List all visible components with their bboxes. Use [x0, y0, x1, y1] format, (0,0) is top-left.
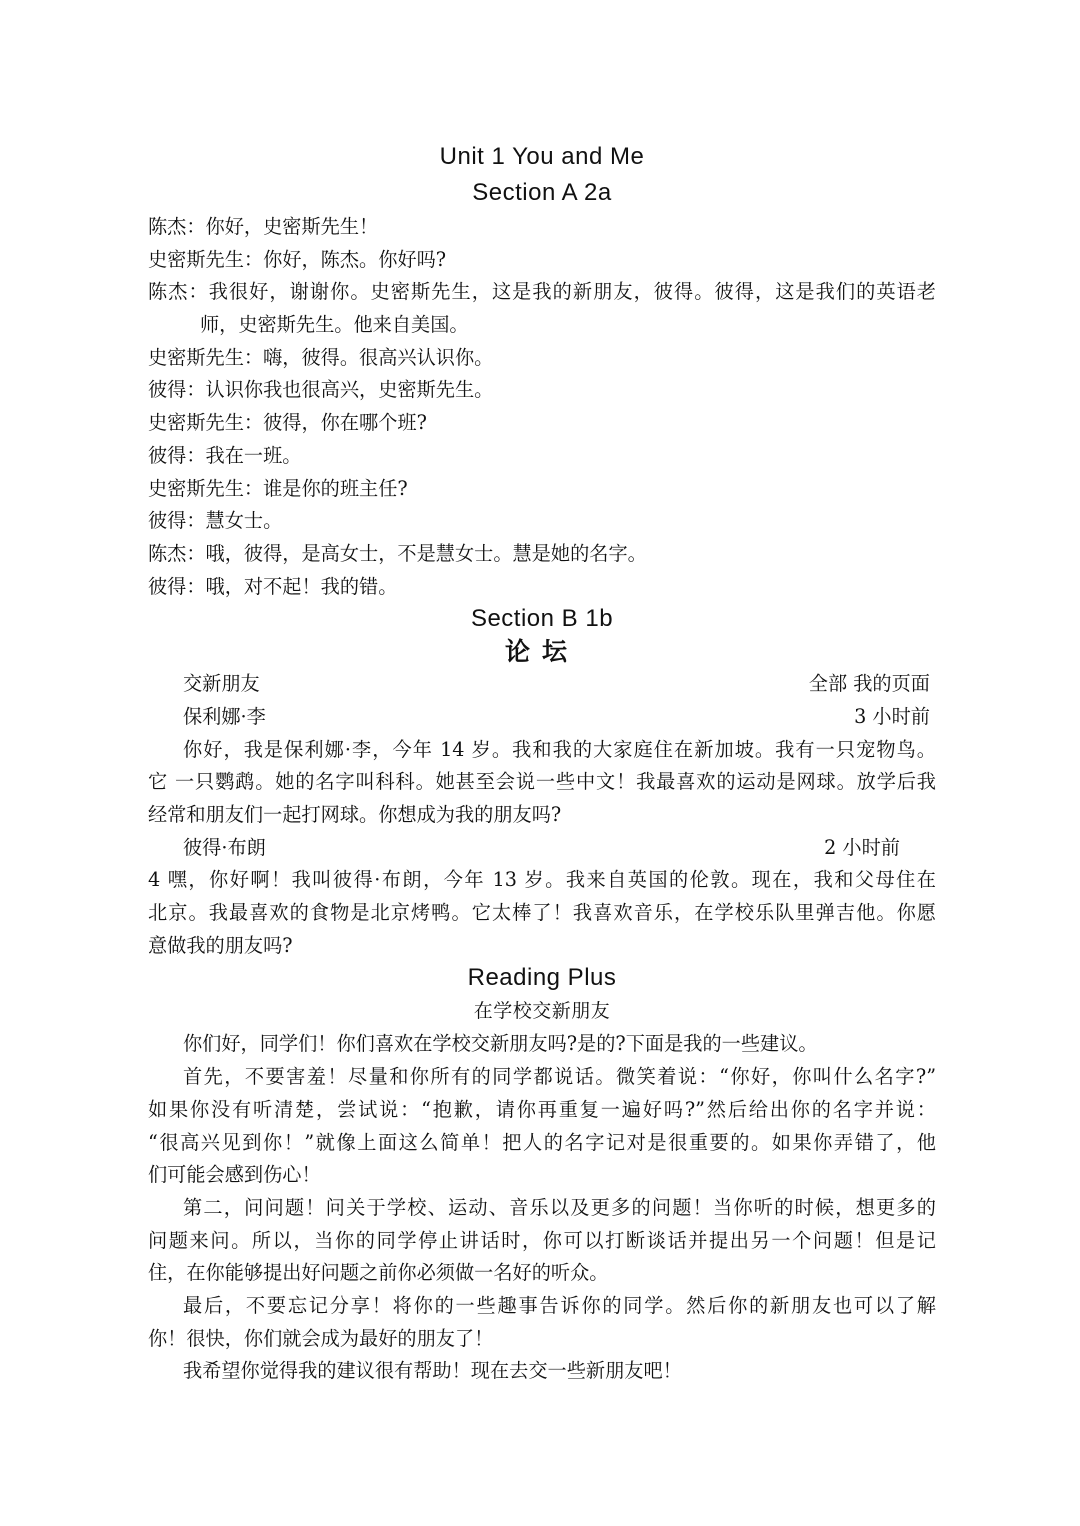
dialogue-line [148, 342, 936, 375]
text-line: 北京。我最喜欢的食物是北京烤鸭。它太棒了！我喜欢音乐，在学校乐队里弹吉他。你愿 [148, 901, 936, 925]
post-body [148, 864, 936, 962]
text-line: 你！很快，你们就会成为最好的朋友了！ [148, 1326, 494, 1350]
text-line: 史密斯先生：谁是你的班主任? [148, 476, 408, 500]
text-line: 住，在你能够提出好问题之前你必须做一名好的听众。 [148, 1261, 609, 1285]
text-line: 彼得：认识你我也很高兴，史密斯先生。 [148, 378, 494, 402]
text-line: 陈杰：你好，史密斯先生！ [148, 215, 379, 238]
dialogue [148, 211, 936, 603]
post-author: 保利娜·李 [183, 704, 266, 728]
dialogue-line [148, 571, 936, 604]
reading-subtitle: 在学校交新朋友 [473, 1000, 611, 1023]
text-line: 经常和朋友们一起打网球。你想成为我的朋友吗? [148, 803, 562, 826]
dialogue-line [148, 211, 936, 244]
reading-passage [148, 1028, 936, 1388]
paragraph [148, 1355, 936, 1388]
text-line: 我希望你觉得我的建议很有帮助！现在去交一些新朋友吧！ [183, 1359, 682, 1383]
dialogue-line [148, 505, 936, 538]
text-line: 如果你没有听清楚，尝试说：“抱歉，请你再重复一遍好吗?”然后给出你的名字并说： [148, 1097, 936, 1121]
paragraph [148, 1061, 936, 1192]
dialogue-line [148, 407, 936, 440]
board-name: 交新朋友 [183, 672, 260, 696]
paragraph [148, 1192, 936, 1290]
post-header [148, 832, 936, 865]
text-line: 陈杰：哦，彼得，是高女士，不是慧女士。慧是她的名字。 [148, 541, 647, 565]
post-body [148, 734, 936, 832]
unit-title: Unit 1 You and Me [439, 143, 645, 170]
forum-title: 论坛 [504, 637, 579, 667]
text-line: 最后，不要忘记分享！将你的一些趣事告诉你的同学。然后你的新朋友也可以了解 [183, 1293, 936, 1317]
text-line: 你们好，同学们！你们喜欢在学校交新朋友吗?是的?下面是我的一些建议。 [183, 1032, 818, 1056]
dialogue-line [148, 473, 936, 506]
forum-header [148, 668, 936, 701]
post-time: 3 小时前 [854, 704, 930, 728]
text-line: 首先，不要害羞！尽量和你所有的同学都说话。微笑着说：“你好，你叫什么名字?” [183, 1065, 936, 1089]
forum-post [148, 701, 936, 832]
section-a-heading: Section A 2a [472, 179, 612, 206]
section-b-heading: Section B 1b [470, 605, 614, 633]
text-line: 史密斯先生：你好，陈杰。你好吗? [148, 247, 447, 271]
dialogue-line [148, 538, 936, 571]
text-line: 第二，问问题！问关于学校、运动、音乐以及更多的问题！当你听的时候，想更多的 [183, 1195, 936, 1219]
board-links: 全部 我的页面 [808, 672, 930, 696]
paragraph [148, 1028, 936, 1061]
reading-heading: Reading Plus [467, 964, 617, 992]
text-line: 意做我的朋友吗? [148, 933, 293, 957]
text-line: 你好，我是保利娜·李，今年 14 岁。我和我的大家庭住在新加坡。我有一只宠物鸟。 [183, 737, 936, 761]
post-header [148, 701, 936, 734]
forum-posts [148, 701, 936, 963]
text-line: 它 一只鹦鹉。她的名字叫科科。她甚至会说一些中文！我最喜欢的运动是网球。放学后我 [148, 770, 936, 794]
text-line: 彼得：哦，对不起！我的错。 [148, 574, 398, 598]
text-line: 史密斯先生：嗨，彼得。很高兴认识你。 [148, 345, 494, 369]
text-line: 彼得：我在一班。 [148, 443, 302, 467]
text-line: 史密斯先生：彼得，你在哪个班? [148, 411, 427, 435]
text-line: 4 嘿，你好啊！我叫彼得·布朗，今年 13 岁。我来自英国的伦敦。现在，我和父母住在 [148, 868, 936, 892]
post-time: 2 小时前 [824, 835, 900, 859]
text-line: “很高兴见到你！”就像上面这么简单！把人的名字记对是很重要的。如果你弄错了，他 [148, 1130, 936, 1154]
text-line: 陈杰：我很好，谢谢你。史密斯先生，这是我的新朋友，彼得。彼得，这是我们的英语老 [148, 280, 936, 304]
dialogue-line [148, 440, 936, 473]
text-line: 彼得：慧女士。 [148, 509, 283, 533]
dialogue-line [148, 374, 936, 407]
dialogue-line [148, 276, 936, 341]
document-page [148, 139, 936, 1388]
text-line: 们可能会感到伤心！ [148, 1163, 321, 1187]
dialogue-line [148, 244, 936, 277]
text-line: 问题来问。所以，当你的同学停止讲话时，你可以打断谈话并提出另一个问题！但是记 [148, 1228, 936, 1252]
text-line: 师，史密斯先生。他来自美国。 [200, 313, 469, 337]
forum-post [148, 832, 936, 963]
paragraph [148, 1290, 936, 1355]
post-author: 彼得·布朗 [183, 835, 266, 859]
